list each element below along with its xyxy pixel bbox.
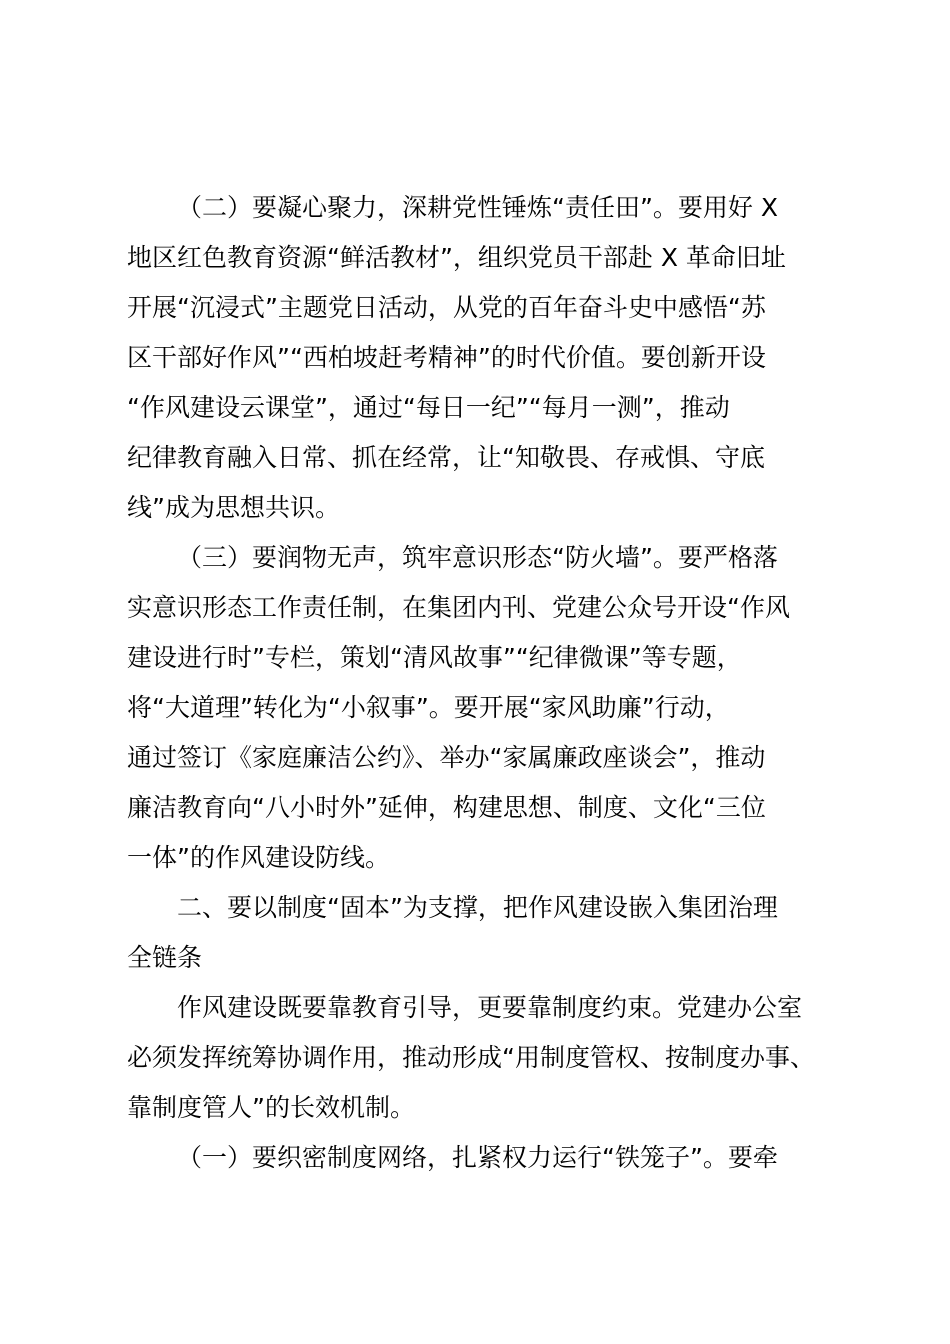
text-line: 地区红色教育资源“鲜活教材”，组织党员干部赴 X 革命旧址 — [127, 243, 786, 272]
document-body — [127, 183, 837, 1183]
section-heading-continuation: 全链条 — [127, 943, 203, 972]
text-line: 通过签订《家庭廉洁公约》、举办“家属廉政座谈会”，推动 — [127, 743, 766, 772]
text-line: 必须发挥统筹协调作用，推动形成“用制度管权、按制度办事、 — [127, 1043, 815, 1072]
text-line: 廉洁教育向“八小时外”延伸，构建思想、制度、文化“三位 — [127, 793, 766, 822]
text-line: 一体”的作风建设防线。 — [127, 843, 390, 872]
section-intro-line: 作风建设既要靠教育引导，更要靠制度约束。党建办公室 — [177, 993, 803, 1022]
paragraph-3-heading-line: （三）要润物无声，筑牢意识形态“防火墙”。要严格落 — [177, 543, 778, 572]
text-line: 实意识形态工作责任制，在集团内刊、党建公众号开设“作风 — [127, 593, 790, 622]
text-line: 开展“沉浸式”主题党日活动，从党的百年奋斗史中感悟“苏 — [127, 293, 766, 322]
subsection-heading-line: （一）要织密制度网络，扎紧权力运行“铁笼子”。要牵 — [177, 1143, 778, 1172]
text-line: 线”成为思想共识。 — [127, 493, 340, 522]
section-heading-line: 二、要以制度“固本”为支撑，把作风建设嵌入集团治理 — [177, 893, 778, 922]
text-line: 建设进行时”专栏，策划“清风故事”“纪律微课”等专题， — [127, 643, 742, 672]
text-line: 纪律教育融入日常、抓在经常，让“知敬畏、存戒惧、守底 — [127, 443, 765, 472]
text-line: 将“大道理”转化为“小叙事”。要开展“家风助廉”行动， — [127, 693, 730, 722]
text-line: 区干部好作风”“西柏坡赶考精神”的时代价值。要创新开设 — [127, 343, 766, 372]
text-line: “作风建设云课堂”，通过“每日一纪”“每月一测”，推动 — [127, 393, 730, 422]
text-line: 靠制度管人”的长效机制。 — [127, 1093, 415, 1122]
paragraph-2-heading-line: （二）要凝心聚力，深耕党性锤炼“责任田”。要用好 X — [177, 193, 778, 222]
